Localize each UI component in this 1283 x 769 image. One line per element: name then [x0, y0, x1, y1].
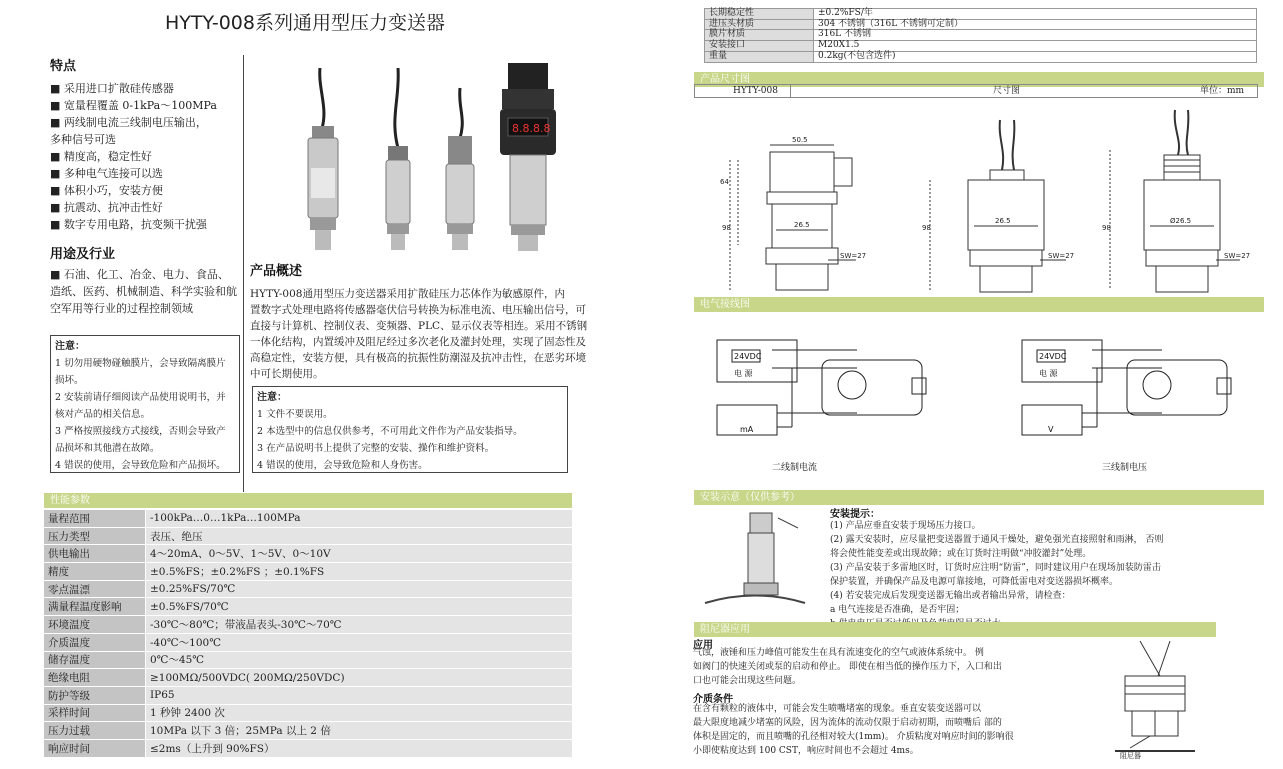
spec-row [705, 51, 1257, 62]
perf-row [44, 598, 572, 616]
psu-sub-right: 电 源 [1039, 369, 1058, 378]
dimension-label: 尺寸图 [993, 86, 1021, 96]
medium-heading: 介质条件 [693, 694, 733, 705]
medium-line: 体积是固定的，而且喷嘴的孔径相对较大(1mm)。 介质粘度对响应时间的影响很 [693, 732, 1014, 742]
perf-key: 响应时间 [44, 739, 145, 757]
feature-item: ■ 多种电气连接可以选 [50, 167, 163, 180]
spec-row [705, 30, 1257, 41]
dim-sw-2: SW=27 [1048, 252, 1075, 260]
spec-key: 长期稳定性 [705, 9, 814, 20]
dim-height-4: 98 [1102, 224, 1111, 232]
perf-key: 满量程温度影响 [44, 598, 145, 616]
feature-item: ■ 两线制电流三线制电压输出， [50, 116, 207, 129]
transmitter-display [500, 63, 556, 251]
perf-value: ±0.5%FS；±0.2%FS ；±0.1%FS [146, 563, 572, 581]
install-line: (3) 产品安装于多雷地区时，订货时应注明“防雷”，同时建议用户在现场加装防雷击 [830, 563, 1161, 573]
note-title: 注意： [55, 341, 85, 352]
perf-key: 环境温度 [44, 616, 145, 634]
install-line: 保护装置，并确保产品及电源可靠接地，可降低雷电对变送器损坏概率。 [830, 577, 1119, 587]
perf-row [44, 545, 572, 563]
spec-value: 0.2kg(不包含选件) [814, 51, 1257, 62]
perf-section-bar: 性能参数 [44, 493, 572, 508]
install-heading: 安装提示： [830, 509, 880, 520]
transmitter-cable-1 [308, 68, 338, 250]
perf-value: ±0.5%FS/70℃ [146, 598, 572, 616]
overview-line: 高稳定性，安装方便，具有极高的抗振性防潮湿及抗冲击性，在恶劣环境 [250, 352, 586, 364]
feature-item: ■ 抗震动、抗冲击性好 [50, 201, 163, 214]
usage-line: ■ 石油、化工、冶金、电力、食品、 [50, 268, 229, 281]
overview-text [250, 286, 587, 382]
spec-value: ±0.2%FS/年 [814, 9, 1257, 20]
install-line: (1) 产品应垂直安装于现场压力接口。 [830, 521, 981, 531]
install-line: 将会使性能变差或出现故障；或在订货时注明做“冲胶灌封”处理。 [830, 549, 1092, 559]
note-line: 4 错误的使用，会导致危险和产品损坏。 [55, 460, 226, 471]
app-line: 如阀门的快速关闭或泵的启动和停止。 即使在相当低的操作压力下，入口和出 [693, 662, 1002, 672]
feature-item: ■ 数字专用电路，抗变频干扰强 [50, 218, 207, 231]
perf-key: 压力过载 [44, 722, 145, 740]
note-line: 3 在产品说明书上提供了完整的安装、操作和维护资料。 [257, 443, 495, 454]
spec-key: 安装接口 [705, 41, 814, 52]
perf-value: 0℃～45℃ [146, 651, 572, 669]
column-divider [243, 55, 244, 492]
install-line: (2) 露天安装时，应尽量把变送器置于通风干燥处，避免强光直接照射和雨淋， 否则 [830, 535, 1164, 545]
note-line: 3 严格按照接线方式接线，否则会导致产 [55, 426, 226, 437]
perf-row [44, 686, 572, 704]
note-line: 2 本选型中的信息仅供参考，不可用此文件作为产品安装指导。 [257, 426, 523, 437]
feature-item: ■ 精度高，稳定性好 [50, 150, 152, 163]
perf-value: 10MPa 以下 3 倍；25MPa 以上 2 倍 [146, 722, 572, 740]
damper-section-bar: 阻尼器应用 [694, 622, 1216, 637]
feature-item: 多种信号可选 [50, 133, 116, 146]
dim-height-3: 98 [922, 224, 931, 232]
perf-value: ≥100MΩ/500VDC( 200MΩ/250VDC) [146, 669, 572, 687]
medium-line: 最大限度地减少堵塞的风险，因为流体的流动仅限于启动初期，而喷嘴后 部的 [693, 718, 1002, 728]
product-photos [290, 58, 580, 258]
usage-line: 造纸、医药、机械制造、科学实验和航 [50, 285, 237, 298]
spec-key: 进压头材质 [705, 19, 814, 30]
overview-heading: 产品概述 [250, 264, 303, 279]
psu-label-left: 24VDC [734, 352, 762, 361]
spec-key: 膜片材质 [705, 30, 814, 41]
overview-line: 中可长期使用。 [250, 368, 324, 380]
spec-value: M20X1.5 [814, 41, 1257, 52]
perf-value: -100kPa…0…1kPa…100MPa [146, 510, 572, 527]
dim-height-1: 64 [720, 178, 729, 186]
note-line: 2 安装前请仔细阅读产品使用说明书，并 [55, 392, 226, 403]
perf-key: 介质温度 [44, 633, 145, 651]
app-line: 气蚀，液锤和压力峰值可能发生在具有流速变化的空气或液体系统中。 例 [693, 648, 984, 658]
wiring-caption-left: 二线制电流 [772, 463, 818, 473]
usage-heading: 用途及行业 [50, 247, 116, 262]
perf-value: ±0.25%FS/70℃ [146, 580, 572, 598]
install-line: (4) 若安装完成后发现变送器无输出或者输出异常，请检查： [830, 591, 1071, 601]
perf-key: 绝缘电阻 [44, 669, 145, 687]
perf-value: 1 秒钟 2400 次 [146, 704, 572, 722]
svg-text:8.8.8.8: 8.8.8.8 [512, 122, 551, 135]
feature-item: ■ 采用进口扩散硅传感器 [50, 82, 174, 95]
psu-sub-left: 电 源 [734, 369, 753, 378]
medium-line: 在含有颗粒的液体中，可能会发生喷嘴堵塞的现象。垂直安装变送器可以 [693, 704, 982, 714]
perf-row [44, 633, 572, 651]
wiring-caption-right: 三线制电压 [1102, 463, 1148, 473]
spec-table-continued [704, 8, 1257, 63]
page-title: HYTY-008系列通用型压力变送器 [165, 12, 445, 34]
feature-item: ■ 宽量程覆盖 0-1kPa～100MPa [50, 99, 217, 112]
note-line: 品损坏和其他潜在故障。 [55, 443, 160, 454]
overview-line: 一体化结构，内置缓冲及阻尼经过多次老化及灌封处理，实现了固态性及 [250, 336, 586, 348]
dim-width-3: 26.5 [995, 217, 1011, 225]
note-line: 损坏。 [55, 375, 84, 386]
note-line: 核对产品的相关信息。 [55, 409, 151, 420]
perf-table [44, 510, 572, 758]
perf-value: 表压、绝压 [146, 527, 572, 545]
perf-value: 4～20mA、0～5V、1～5V、0～10V [146, 545, 572, 563]
dim-width-4: Ø26.5 [1170, 217, 1192, 225]
meter-unit-ma: mA [740, 425, 754, 434]
transmitter-cable-2 [386, 68, 410, 250]
dimension-model: HYTY-008 [733, 86, 778, 96]
spec-row [705, 9, 1257, 20]
perf-row [44, 527, 572, 545]
damper-illustration [1110, 636, 1250, 761]
perf-value: -40℃～100℃ [146, 633, 572, 651]
perf-row [44, 669, 572, 687]
features-heading: 特点 [50, 59, 77, 74]
usage-text [50, 266, 237, 317]
perf-value: ≤2ms（上升到 90%FS） [146, 739, 572, 757]
spec-row [705, 41, 1257, 52]
meter-unit-v: V [1048, 425, 1054, 434]
perf-key: 防护等级 [44, 686, 145, 704]
perf-value: IP65 [146, 686, 572, 704]
feature-item: ■ 体积小巧，安装方便 [50, 184, 163, 197]
note-line: 1 切勿用硬物碰触膜片，会导致隔离膜片 [55, 358, 226, 369]
perf-key: 压力类型 [44, 527, 145, 545]
spec-value: 316L 不锈钢 [814, 30, 1257, 41]
perf-row [44, 651, 572, 669]
features-list [50, 80, 217, 233]
wiring-section-bar: 电气接线图 [694, 297, 1264, 312]
perf-row [44, 704, 572, 722]
dim-sw-1: SW=27 [840, 252, 867, 260]
app-line: 口也可能会出现这些问题。 [693, 676, 802, 686]
perf-key: 零点温漂 [44, 580, 145, 598]
dimension-header-row [694, 84, 1258, 98]
install-text [830, 519, 1163, 631]
overview-line: 直接与计算机、控制仪表、变频器、PLC、显示仪表等相连。采用不锈钢 [250, 320, 588, 332]
perf-key: 供电输出 [44, 545, 145, 563]
install-line: a 电气连接是否准确，是否牢固； [830, 605, 965, 615]
note-box-mid [252, 386, 568, 473]
wiring-diagrams [712, 330, 1252, 480]
overview-line: 置数字式处理电路将传感器毫伏信号转换为标准电流、电压输出信号，可 [250, 304, 586, 316]
perf-row [44, 510, 572, 527]
spec-value: 304 不锈钢（316L 不锈钢可定制） [814, 19, 1257, 30]
spec-row [705, 19, 1257, 30]
medium-text [693, 702, 1014, 758]
dim-height-2: 98 [722, 224, 731, 232]
medium-line: 小即使粘度达到 100 CST，响应时间也不会超过 4ms。 [693, 746, 919, 756]
transmitter-cable-3 [446, 88, 474, 250]
dim-width-2: 26.5 [794, 221, 810, 229]
perf-row [44, 563, 572, 581]
damper-label: 阻尼器 [1120, 752, 1141, 760]
perf-row [44, 739, 572, 757]
dimension-unit: 单位：mm [1200, 86, 1245, 96]
perf-key: 精度 [44, 563, 145, 581]
install-section-bar: 安装示意（仅供参考） [694, 490, 1264, 505]
install-illustration [700, 508, 810, 618]
usage-line: 空军用等行业的过程控制领域 [50, 302, 193, 315]
perf-row [44, 616, 572, 634]
overview-line: HYTY-008通用型压力变送器采用扩散硅压力芯体作为敏感原件，内 [250, 288, 565, 300]
note-box-left [50, 335, 240, 473]
note-line: 1 文件不要误用。 [257, 409, 333, 420]
spec-key: 重量 [705, 51, 814, 62]
dim-width-1: 50.5 [792, 136, 808, 144]
perf-key: 储存温度 [44, 651, 145, 669]
perf-key: 量程范围 [44, 510, 145, 527]
note-title: 注意： [257, 392, 287, 403]
dimension-section-bar: 产品尺寸图 [694, 72, 1264, 87]
psu-label-right: 24VDC [1039, 352, 1067, 361]
perf-value: -30℃～80℃；带液晶表头-30℃～70℃ [146, 616, 572, 634]
app-heading: 应用 [693, 640, 713, 651]
perf-row [44, 722, 572, 740]
note-line: 4 错误的使用，会导致危险和人身伤害。 [257, 460, 428, 471]
perf-row [44, 580, 572, 598]
perf-key: 采样时间 [44, 704, 145, 722]
dimension-drawings [710, 100, 1260, 300]
app-text [693, 646, 1002, 688]
dim-sw-3: SW=27 [1224, 252, 1251, 260]
